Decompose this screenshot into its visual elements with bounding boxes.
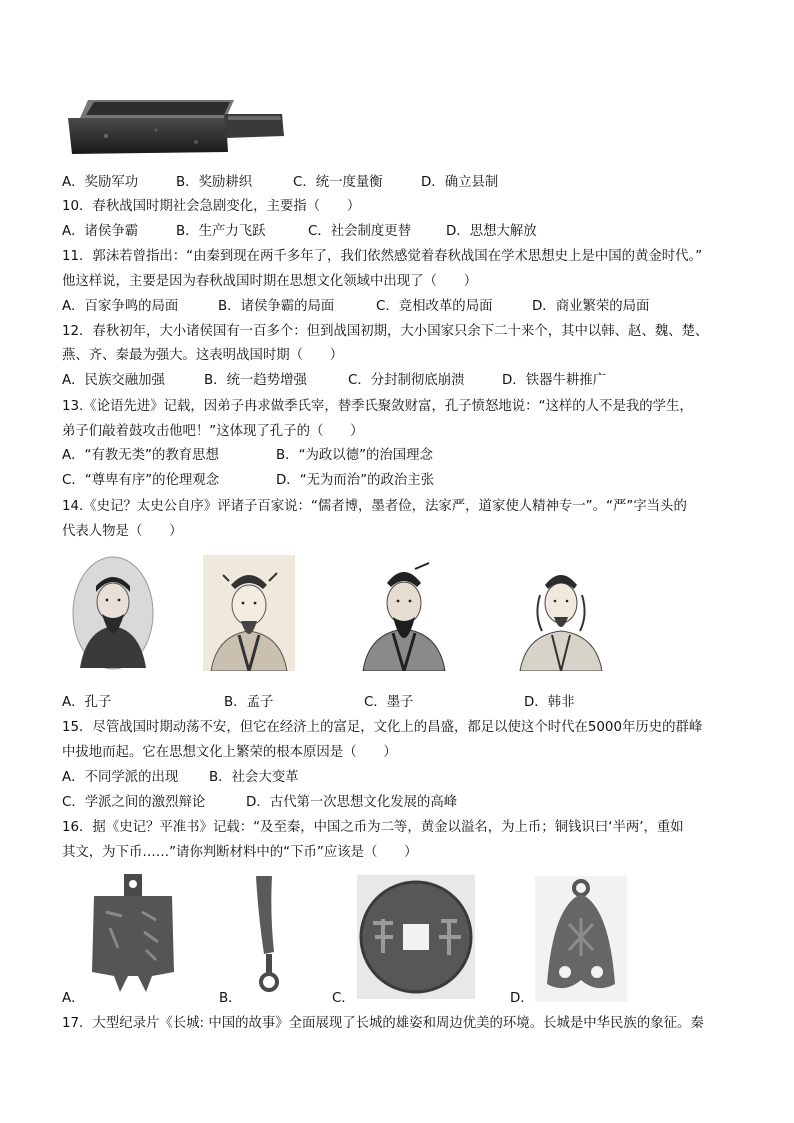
q16-option-c: C． — [332, 991, 355, 1006]
q15-stem-line1: 15．尽管战国时期动荡不安，但它在经济上的富足，文化上的昌盛，都足以使这个时代在5000年历史的群峰 — [62, 720, 703, 735]
q11-option-a: A．百家争鸣的局面 — [62, 299, 179, 314]
q12-option-a: A．民族交融加强 — [62, 373, 165, 388]
q13-option-b: B．“为政以德”的治国理念 — [276, 448, 433, 463]
q14-stem-line1: 14.《史记？太史公自序》评诸子百家说：“儒者博，墨者俭，法家严，道家使人精神专一”。“严”字当头的 — [62, 499, 687, 514]
q15-stem-line2: 中拔地而起。它在思想文化上繁荣的根本原因是（ ） — [62, 745, 397, 760]
q10-option-b: B．生产力飞跃 — [176, 224, 266, 239]
measuring-vessel-image — [66, 96, 288, 158]
q12-stem-line2: 燕、齐、秦最为强大。这表明战国时期（ ） — [62, 348, 344, 363]
q12-option-d: D．铁器牛耕推广 — [502, 373, 607, 388]
q10-stem: 10．春秋战国时期社会急剧变化，主要指（ ） — [62, 199, 361, 214]
q16-stem-line1: 16．据《史记？平准书》记载：“及至秦，中国之币为二等，黄金以溢名，为上币；铜钱识曰‘半两’，重如 — [62, 820, 684, 835]
q16-option-d: D． — [510, 991, 534, 1006]
q9-option-b: B．奖励耕织 — [176, 175, 253, 190]
q17-stem-line1: 17．大型纪录片《长城: 中国的故事》全面展现了长城的雄姿和周边优美的环境。长城是中华民族的象征。秦 — [62, 1016, 704, 1031]
q11-option-c: C．竞相改革的局面 — [376, 299, 493, 314]
banliang-coin-image — [357, 875, 475, 999]
q16-option-a: A． — [62, 991, 85, 1006]
q13-option-d: D．“无为而治”的政治主张 — [276, 473, 435, 488]
q11-stem-line1: 11．郭沫若曾指出：“由秦到现在两千多年了，我们依然感觉着春秋战国在学术思想史上是中国的黄金时代。” — [62, 249, 703, 264]
portrait-mencius-image — [203, 555, 295, 671]
q11-option-d: D．商业繁荣的局面 — [532, 299, 650, 314]
q14-option-d: D．韩非 — [524, 695, 575, 710]
q14-option-b: B．孟子 — [224, 695, 274, 710]
q11-option-b: B．诸侯争霸的局面 — [218, 299, 335, 314]
q13-stem-line2: 弟子们敲着鼓攻击他吧！”这体现了孔子的（ ） — [62, 424, 364, 439]
q14-option-a: A．孔子 — [62, 695, 112, 710]
antnose-coin-image — [535, 876, 627, 1002]
q12-option-b: B．统一趋势增强 — [204, 373, 307, 388]
q15-option-b: B．社会大变革 — [209, 770, 299, 785]
q9-option-d: D．确立县制 — [421, 175, 499, 190]
q13-stem-line1: 13.《论语先进》记载，因弟子冉求做季氏宰，替季氏聚敛财富，孔子愤怒地说：“这样的人不是我的学生， — [62, 399, 693, 414]
portrait-confucius-image — [72, 556, 154, 670]
q11-stem-line2: 他这样说，主要是因为春秋战国时期在思想文化领域中出现了（ ） — [62, 274, 478, 289]
q12-stem-line1: 12．春秋初年，大小诸侯国有一百多个：但到战国初期，大小国家只余下二十来个，其中以韩、赵、魏、楚、 — [62, 324, 709, 339]
q12-option-c: C．分封制彻底崩溃 — [348, 373, 465, 388]
spade-coin-image — [86, 872, 180, 1000]
q9-option-a: A．奖励军功 — [62, 175, 139, 190]
q10-option-c: C．社会制度更替 — [308, 224, 412, 239]
q10-option-a: A．诸侯争霸 — [62, 224, 139, 239]
q15-option-d: D．古代第一次思想文化发展的高峰 — [246, 795, 458, 810]
portrait-hanfei-image — [516, 555, 606, 671]
q10-option-d: D．思想大解放 — [446, 224, 537, 239]
q13-option-a: A．“有教无类”的教育思想 — [62, 448, 219, 463]
knife-coin-image — [250, 874, 288, 994]
q9-option-c: C．统一度量衡 — [293, 175, 383, 190]
portrait-mozi-image — [359, 555, 449, 671]
q15-option-a: A．不同学派的出现 — [62, 770, 179, 785]
q13-option-c: C．“尊卑有序”的伦理观念 — [62, 473, 220, 488]
q14-stem-line2: 代表人物是（ ） — [62, 524, 183, 539]
q16-stem-line2: 其文，为下币……”请你判断材料中的“下币”应该是（ ） — [62, 845, 418, 860]
q16-option-b: B． — [219, 991, 242, 1006]
q15-option-c: C．学派之间的激烈辩论 — [62, 795, 206, 810]
q14-option-c: C．墨子 — [364, 695, 414, 710]
